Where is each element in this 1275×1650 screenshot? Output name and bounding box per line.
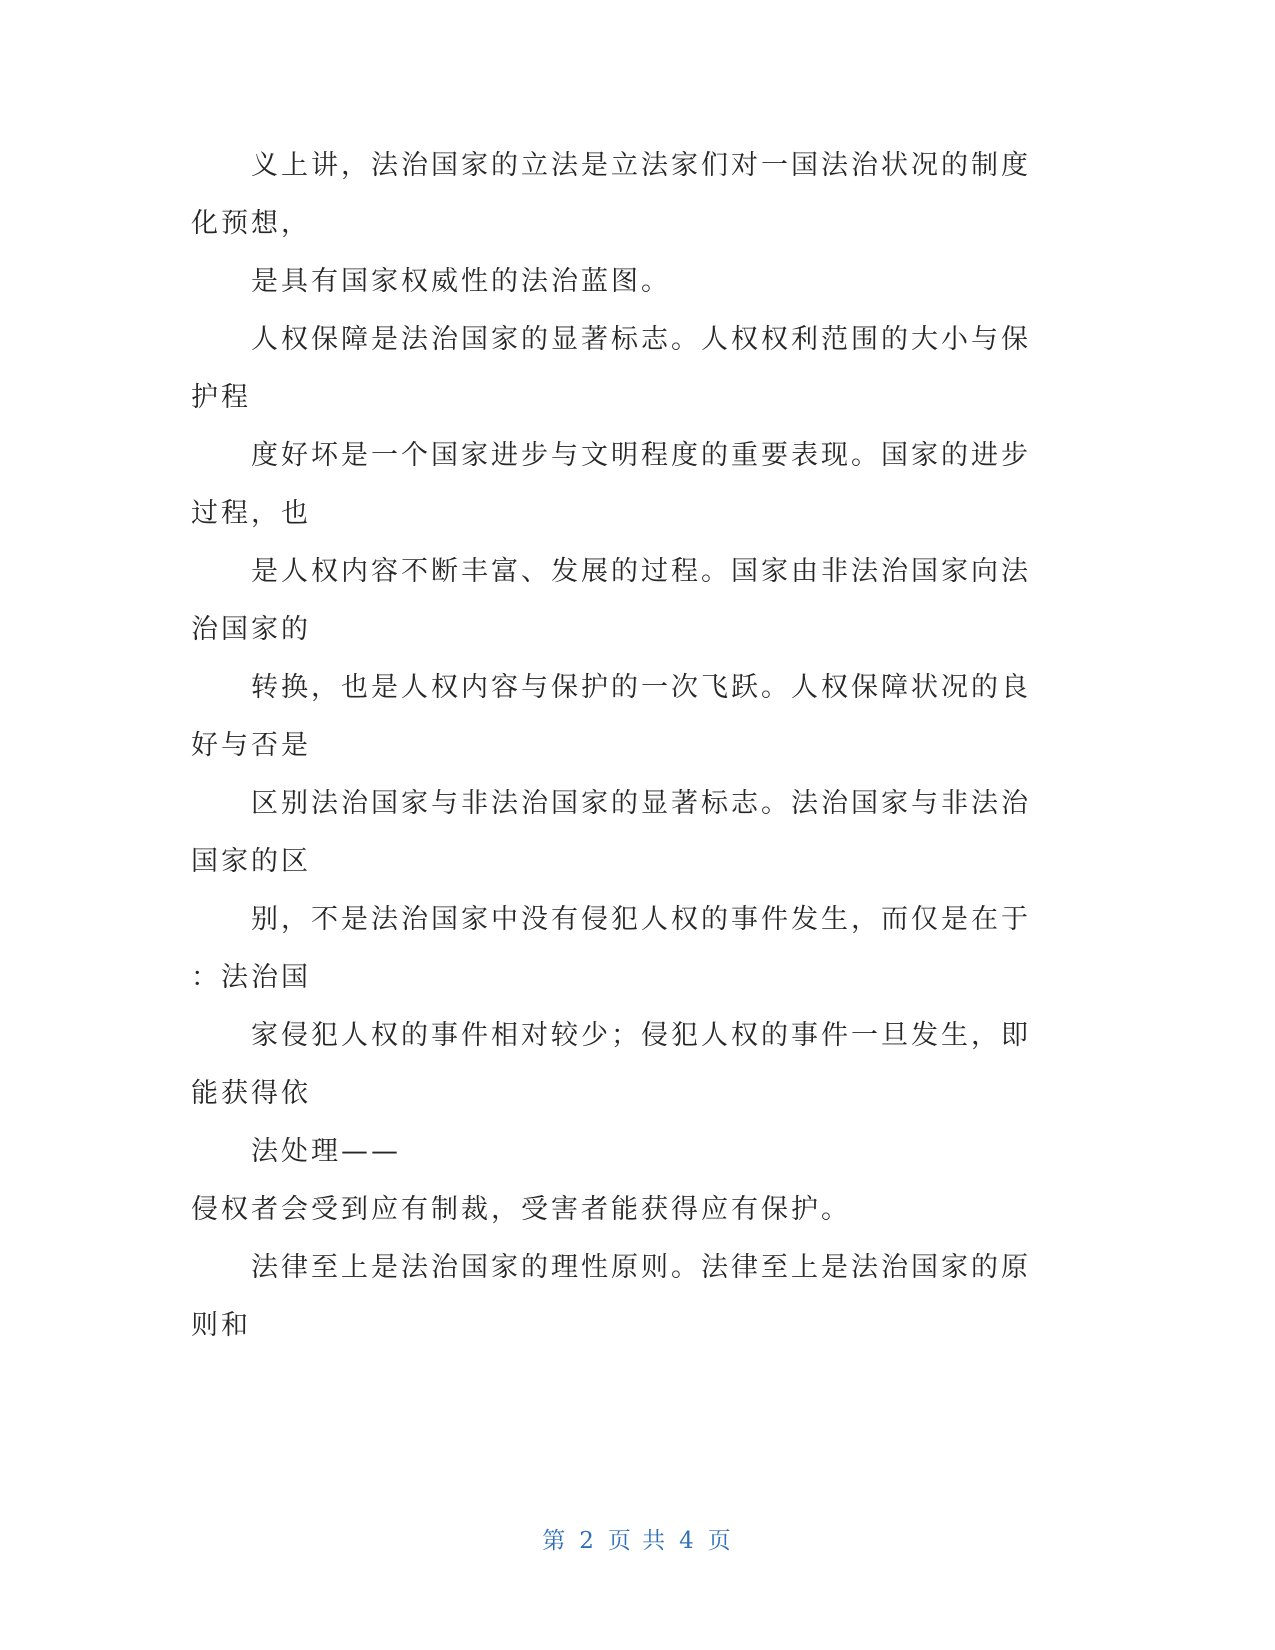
text-line: 治国家的 [191, 614, 311, 645]
text-line: 度好坏是一个国家进步与文明程度的重要表现。国家的进步 [251, 440, 1031, 471]
text-line: 侵权者会受到应有制裁，受害者能获得应有保护。 [191, 1194, 851, 1225]
text-line: 义上讲，法治国家的立法是立法家们对一国法治状况的制度 [251, 150, 1031, 181]
text-line: 能获得依 [191, 1078, 311, 1109]
text-line: 好与否是 [191, 730, 311, 761]
text-line: 区别法治国家与非法治国家的显著标志。法治国家与非法治 [251, 788, 1031, 819]
text-line: 是人权内容不断丰富、发展的过程。国家由非法治国家向法 [251, 556, 1031, 587]
page-total-number: 4 [679, 1528, 696, 1554]
text-line: 法处理—— [251, 1136, 401, 1167]
text-line: 人权保障是法治国家的显著标志。人权权利范围的大小与保 [251, 324, 1031, 355]
page-label-suffix: 页 [707, 1528, 733, 1554]
text-line: 家侵犯人权的事件相对较少；侵犯人权的事件一旦发生，即 [251, 1020, 1031, 1051]
page-number-footer [0, 1525, 1275, 1557]
text-line: 是具有国家权威性的法治蓝图。 [251, 266, 671, 297]
text-line: 转换，也是人权内容与保护的一次飞跃。人权保障状况的良 [251, 672, 1031, 703]
text-line: ：法治国 [191, 962, 311, 993]
text-line: 护程 [191, 382, 251, 413]
text-line: 国家的区 [191, 846, 311, 877]
text-line: 过程，也 [191, 498, 311, 529]
text-line: 法律至上是法治国家的理性原则。法律至上是法治国家的原 [251, 1252, 1031, 1283]
text-line: 则和 [191, 1310, 251, 1341]
text-line: 别，不是法治国家中没有侵犯人权的事件发生，而仅是在于 [251, 904, 1031, 935]
page-label-prefix: 第 [542, 1528, 568, 1554]
page-current-number: 2 [579, 1528, 596, 1554]
text-line: 化预想， [191, 208, 311, 239]
page-label-middle: 页 共 [607, 1528, 668, 1554]
